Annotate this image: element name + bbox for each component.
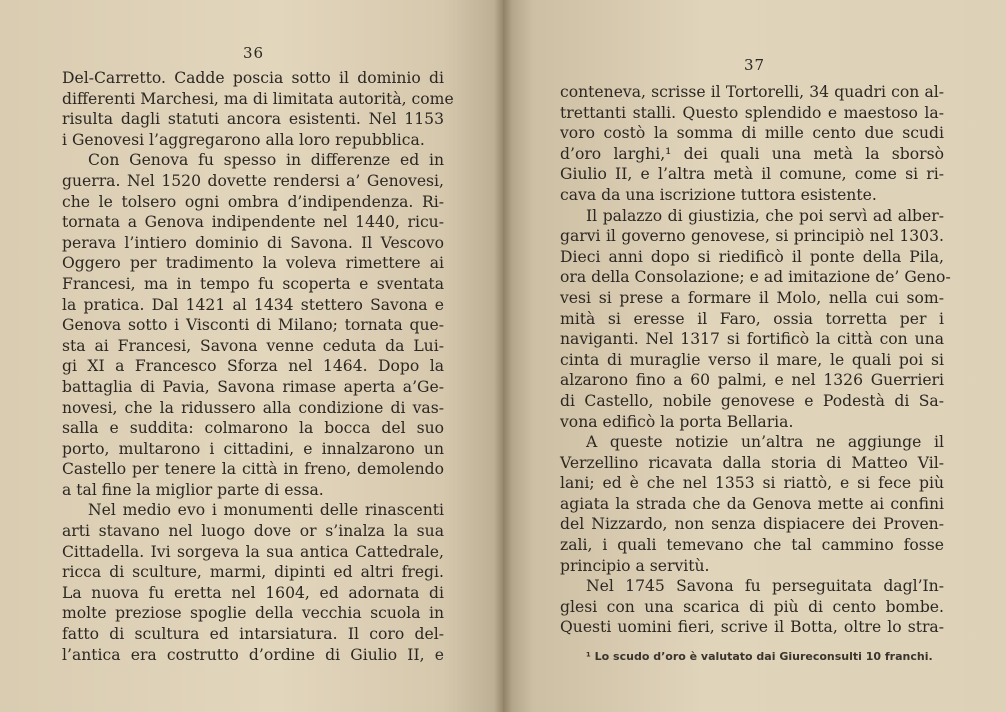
text-line: glesi con una scarica di più di cento bombe. xyxy=(560,597,944,616)
text-line: la pratica. Dal 1421 al 1434 stettero Savona e xyxy=(62,295,444,314)
text-line: Del-Carretto. Cadde poscia sotto il dominio di xyxy=(62,69,444,87)
text-line: i Genovesi l’aggregarono alla loro repubblica. xyxy=(62,130,425,149)
text-line: cinta di muraglie verso il mare, le quali poi si xyxy=(560,350,944,369)
text-line: ricca di sculture, marmi, dipinti ed altri fregi. xyxy=(62,563,444,582)
text-line: arti stavano nel luogo dove or s’inalza la sua xyxy=(62,522,444,541)
text-line: zali, i quali temevano che tal cammino fosse xyxy=(560,536,944,555)
text-line: A queste notizie un’altra ne aggiunge il xyxy=(586,433,944,452)
text-line: d’oro larghi,¹ dei quali una metà la sborsò xyxy=(560,144,944,163)
footnote: ¹ Lo scudo d’oro è valutato dai Giureconsulti 10 franchi. xyxy=(586,650,933,663)
text-line: Nel medio evo i monumenti delle rinascenti xyxy=(88,501,444,520)
text-line: trettanti stalli. Questo splendido e maestoso la- xyxy=(560,103,944,122)
page-number-left: 36 xyxy=(243,44,265,62)
text-line: Nel 1745 Savona fu perseguitata dagl’In- xyxy=(586,577,944,596)
text-line: Genova sotto i Visconti di Milano; tornata que- xyxy=(62,316,444,335)
text-line: porto, multarono i cittadini, e innalzarono un xyxy=(62,439,444,458)
page-number-right: 37 xyxy=(744,56,766,74)
text-line: garvi il governo genovese, si principiò nel 1303. xyxy=(560,227,944,246)
text-line: alzarono fino a 60 palmi, e nel 1326 Guerrieri xyxy=(560,371,944,390)
right-page-text xyxy=(560,82,951,638)
text-line: Oggero per tradimento la voleva rimettere ai xyxy=(62,254,444,273)
text-line: Con Genova fu spesso in differenze ed in xyxy=(88,151,444,170)
text-line: Giulio II, e l’altra metà il comune, come si ri- xyxy=(560,165,944,184)
text-line: tornata a Genova indipendente nel 1440, ricu- xyxy=(62,213,444,232)
right-page xyxy=(503,0,1006,712)
text-line: novesi, che la ridussero alla condizione di vas- xyxy=(62,398,444,417)
text-line: l’antica era costrutto d’ordine di Giulio II, e xyxy=(62,645,444,664)
text-line: sta ai Francesi, Savona venne ceduta da Lui- xyxy=(62,336,444,355)
text-line: vesi si prese a formare il Molo, nella cui som- xyxy=(560,288,944,307)
text-line: voro costò la somma di mille cento due scudi xyxy=(560,124,944,143)
text-line: mità si eresse il Faro, ossia torretta per i xyxy=(560,309,944,328)
text-line: di Castello, nobile genovese e Podestà di Sa- xyxy=(560,391,944,410)
text-line: del Nizzardo, non senza dispiacere dei Proven- xyxy=(560,515,944,534)
text-line: Questi uomini fieri, scrive il Botta, oltre lo stra- xyxy=(560,618,944,637)
text-line: che le tolsero ogni ombra d’indipendenza. Ri- xyxy=(62,192,444,211)
text-line: Verzellino ricavata dalla storia di Matteo Vil- xyxy=(560,453,944,472)
text-line: gi XI a Francesco Sforza nel 1464. Dopo la xyxy=(62,357,444,376)
text-line: conteneva, scrisse il Tortorelli, 34 quadri con al- xyxy=(560,83,944,101)
text-line: salla e suddita: colmarono la bocca del suo xyxy=(62,419,444,438)
text-line: principio a servitù. xyxy=(560,556,710,575)
text-line: ora della Consolazione; e ad imitazione de’ Geno- xyxy=(560,268,951,287)
text-line: differenti Marchesi, ma di limitata autorità, come xyxy=(62,89,454,108)
text-line: naviganti. Nel 1317 si fortificò la città con una xyxy=(560,330,944,349)
text-line: perava l’intiero dominio di Savona. Il Vescovo xyxy=(62,233,444,252)
text-line: Cittadella. Ivi sorgeva la sua antica Cattedrale, xyxy=(62,542,444,561)
text-line: a tal fine la miglior parte di essa. xyxy=(62,480,324,499)
text-line: Dieci anni dopo si riedificò il ponte della Pila, xyxy=(560,247,944,266)
text-line: Francesi, ma in tempo fu scoperta e sventata xyxy=(62,274,444,293)
text-line: Castello per tenere la città in freno, demolendo xyxy=(62,460,444,479)
text-line: battaglia di Pavia, Savona rimase aperta a’Ge- xyxy=(62,377,444,396)
text-line: molte preziose spoglie della vecchia scuola in xyxy=(62,604,444,623)
text-line: guerra. Nel 1520 dovette rendersi a’ Genovesi, xyxy=(62,171,444,190)
text-line: La nuova fu eretta nel 1604, ed adornata di xyxy=(62,583,444,602)
text-line: vona edificò la porta Bellaria. xyxy=(560,412,794,431)
text-line: lani; ed è che nel 1353 si riattò, e si fece più xyxy=(560,474,944,493)
text-line: agiata la strada che da Genova mette ai confini xyxy=(560,494,944,513)
text-line: Il palazzo di giustizia, che poi servì ad alber- xyxy=(586,206,944,225)
text-line: risulta dagli statuti ancora esistenti. Nel 1153 xyxy=(62,110,444,129)
left-page-text xyxy=(62,68,454,665)
text-line: cava da una iscrizione tuttora esistente. xyxy=(560,185,877,204)
text-line: fatto di scultura ed intarsiatura. Il coro del- xyxy=(62,625,444,644)
